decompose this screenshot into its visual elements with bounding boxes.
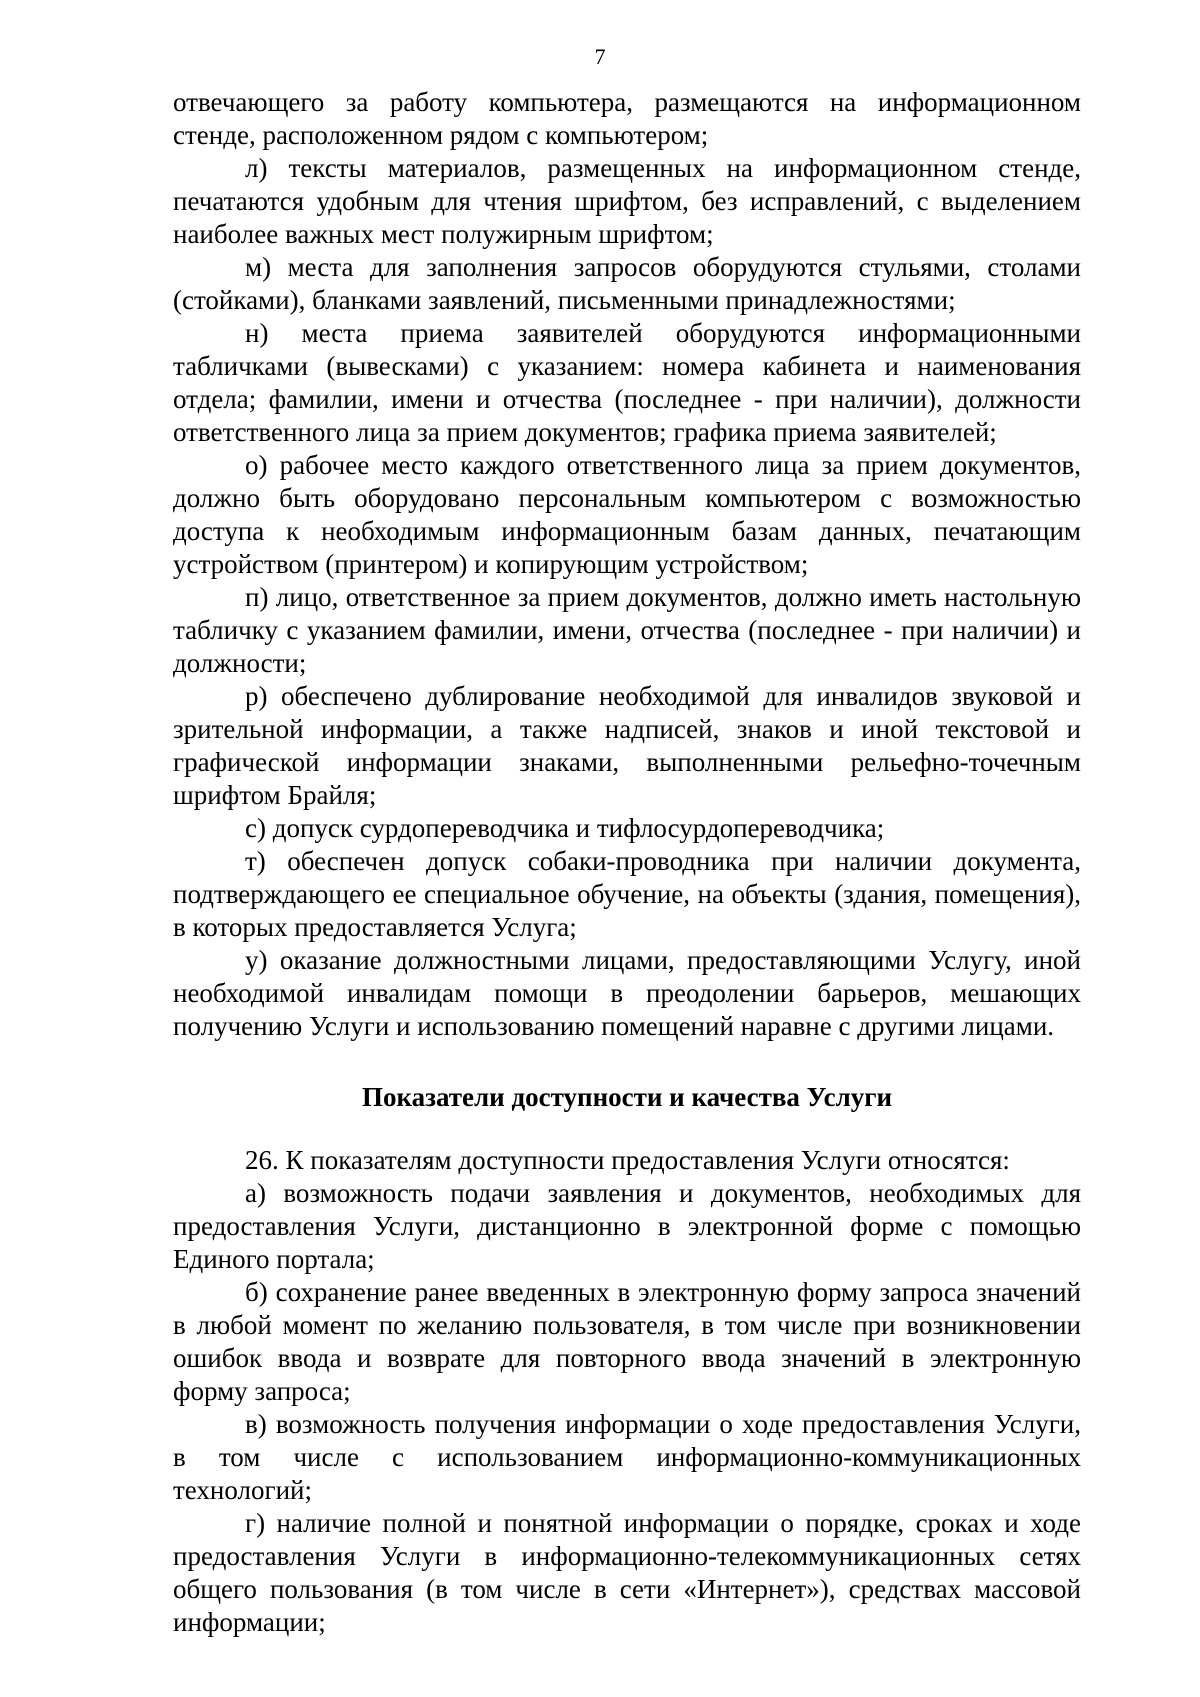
- list-item-a: а) возможность подачи заявления и документов, необходимых для предоставления Услуги, дистанционно в электронной форме с помощью Единого портала;: [173, 1178, 1081, 1274]
- list-item-g: г) наличие полной и понятной информации о порядке, сроках и ходе предоставления Услуги в информационно-телекоммуникационных сетях общего пользования (в том числе в сети «Интернет»), средствах массовой информации;: [173, 1508, 1081, 1637]
- list-item-l: л) тексты материалов, размещенных на информационном стенде, печатаются удобным для чтения шрифтом, без исправлений, с выделением наиболее важных мест полужирным шрифтом;: [173, 153, 1081, 249]
- clause-26-intro: 26. К показателям доступности предоставления Услуги относятся:: [245, 1145, 1010, 1175]
- list-item-r: р) обеспечено дублирование необходимой для инвалидов звуковой и зрительной информации, а также надписей, знаков и иной текстовой и графической информации знаками, выполненными рельефно-точечным шрифтом Брайля;: [173, 681, 1081, 810]
- list-item-t: т) обеспечен допуск собаки-проводника при наличии документа, подтверждающего ее специальное обучение, на объекты (здания, помещения), в которых предоставляется Услуга;: [173, 846, 1081, 942]
- list-item-m: м) места для заполнения запросов оборудуются стульями, столами (стойками), бланками заявлений, письменными принадлежностями;: [173, 252, 1081, 315]
- document-body: [173, 86, 1081, 1639]
- list-item-u: у) оказание должностными лицами, предоставляющими Услугу, иной необходимой инвалидам помощи в преодолении барьеров, мешающих получению Услуги и использованию помещений наравне с другими лицами.: [173, 945, 1081, 1041]
- page-number: 7: [594, 44, 606, 69]
- list-item-b: б) сохранение ранее введенных в электронную форму запроса значений в любой момент по желанию пользователя, в том числе при возникновении ошибок ввода и возврате для повторного ввода значений в электронную форму запроса;: [173, 1277, 1081, 1406]
- list-item-s: с) допуск сурдопереводчика и тифлосурдопереводчика;: [245, 813, 885, 843]
- list-item-p: п) лицо, ответственное за прием документов, должно иметь настольную табличку с указанием фамилии, имени, отчества (последнее - при наличии) и должности;: [173, 582, 1081, 678]
- paragraph-continuation: отвечающего за работу компьютера, размещаются на информационном стенде, расположенном рядом с компьютером;: [173, 87, 1081, 150]
- section-heading: Показатели доступности и качества Услуги: [361, 1082, 893, 1112]
- list-item-v: в) возможность получения информации о ходе предоставления Услуги, в том числе с использованием информационно-коммуникационных технологий;: [173, 1409, 1081, 1505]
- list-item-n: н) места приема заявителей оборудуются информационными табличками (вывесками) с указанием: номера кабинета и наименования отдела; фамилии, имени и отчества (последнее - при наличии), должности ответственного лица за прием документов; графика приема заявителей;: [173, 318, 1081, 447]
- list-item-o: о) рабочее место каждого ответственного лица за прием документов, должно быть оборудовано персональным компьютером с возможностью доступа к необходимым информационным базам данных, печатающим устройством (принтером) и копирующим устройством;: [173, 450, 1081, 579]
